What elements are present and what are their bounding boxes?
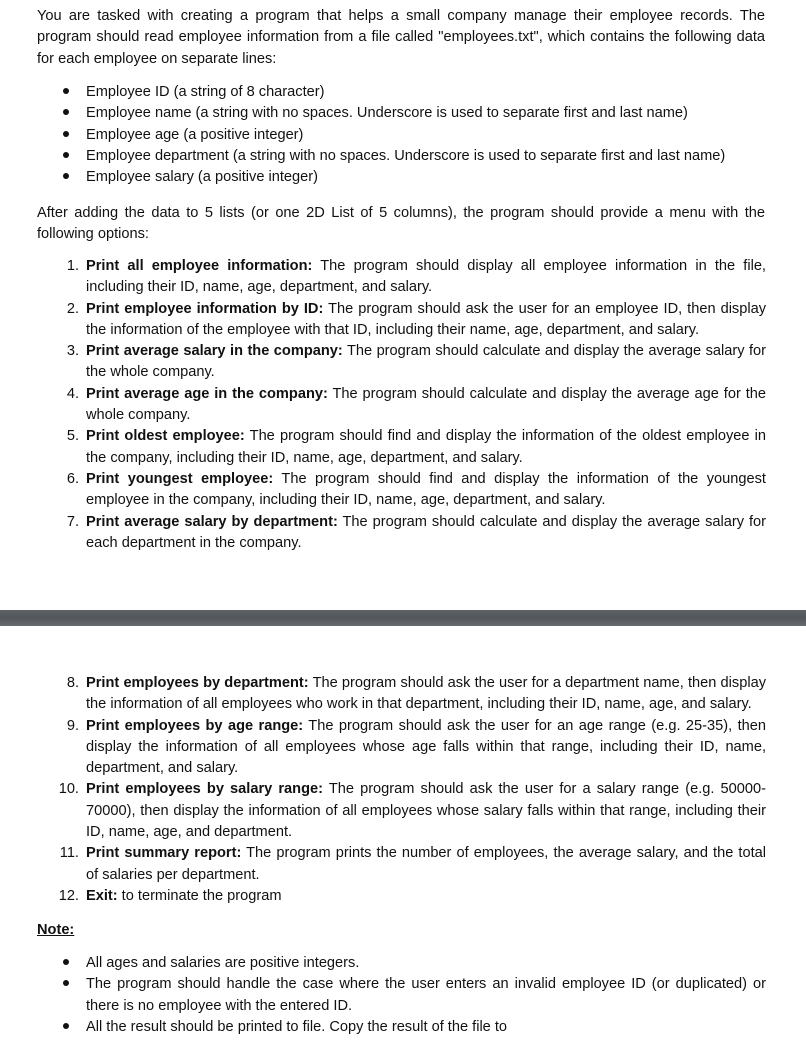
option-number: 8. <box>66 675 79 691</box>
menu-option <box>0 716 806 780</box>
note-text: The program should handle the case where the user enters an invalid employee ID (or duplicated) or there is no employee with the entered ID. <box>86 976 766 1014</box>
page-separator <box>0 610 806 626</box>
option-description: The program should calculate and display the average salary for the whole company. <box>86 343 767 381</box>
bullet-icon <box>63 959 69 965</box>
list-item <box>0 167 806 188</box>
menu-option <box>0 512 806 555</box>
menu-option <box>0 843 806 886</box>
option-title: Print oldest employee: <box>86 428 245 445</box>
option-title: Print all employee information: <box>86 258 313 274</box>
note-text: All ages and salaries are positive integers. <box>86 955 360 971</box>
note-heading: Note: <box>37 922 75 938</box>
list-item <box>0 974 806 1017</box>
field-text: Employee name (a string with no spaces. Underscore is used to separate first and last name) <box>86 105 688 122</box>
bullet-icon <box>63 980 69 986</box>
list-item <box>0 1017 806 1038</box>
option-title: Print youngest employee: <box>86 470 274 487</box>
bullet-icon <box>63 152 69 158</box>
option-description: The program should ask the user for a department name, then display the information of all employees who work in that department, including their ID, name, age, and salary. <box>86 675 766 713</box>
employee-field-list <box>0 82 806 188</box>
option-description: The program prints the number of employees, the average salary, and the total of salaries per department. <box>86 845 766 883</box>
option-title: Exit: <box>86 887 118 904</box>
note-text: All the result should be printed to file. Copy the result of the file to <box>86 1018 508 1035</box>
field-text: Employee department (a string with no spaces. Underscore is used to separate first and last name) <box>86 147 726 164</box>
option-number: 5. <box>66 428 79 445</box>
menu-option <box>0 341 806 384</box>
option-number: 9. <box>66 717 79 734</box>
field-text: Employee salary (a positive integer) <box>86 169 318 186</box>
menu-intro-paragraph: After adding the data to 5 lists (or one 2D List of 5 columns), the program should provide a menu with the following options: <box>37 205 765 243</box>
field-text: Employee ID (a string of 8 character) <box>86 84 325 100</box>
option-title: Print average salary in the company: <box>86 343 343 360</box>
bullet-icon <box>63 131 69 137</box>
list-item <box>0 103 806 124</box>
menu-option <box>0 299 806 342</box>
option-description: The program should display all employee information in the file, including their ID, name, age, department, and salary. <box>86 258 766 296</box>
option-description: The program should ask the user for a salary range (e.g. 50000-70000), then display the information of all employees whose salary falls within that range, including their ID, name, age, and department. <box>86 781 766 841</box>
bullet-icon <box>63 173 69 179</box>
list-item <box>0 82 806 103</box>
option-number: 3. <box>66 343 79 360</box>
menu-option <box>0 256 806 299</box>
field-text: Employee age (a positive integer) <box>86 126 304 143</box>
menu-option <box>0 673 806 716</box>
option-number: 1. <box>66 258 79 274</box>
list-item <box>0 125 806 146</box>
intro-paragraph: You are tasked with creating a program that helps a small company manage their employee records. The program should read employee information from a file called "employees.txt", which contains the following data for each employee on separate lines: <box>37 8 765 67</box>
list-item <box>0 953 806 974</box>
option-number: 2. <box>66 300 79 317</box>
notes-list <box>0 953 806 1038</box>
bullet-icon <box>63 88 69 94</box>
option-title: Print average salary by department: <box>86 513 338 530</box>
option-description: The program should find and display the information of the oldest employee in the company, including their ID, name, age, department, and salary. <box>86 428 767 466</box>
menu-option <box>0 779 806 843</box>
option-number: 12. <box>58 887 79 904</box>
option-description: The program should find and display the information of the youngest employee in the company, including their ID, name, age, department, and salary. <box>86 470 766 509</box>
option-title: Print employees by department: <box>86 675 309 691</box>
option-number: 6. <box>66 470 79 487</box>
menu-option <box>0 426 806 469</box>
option-title: Print employees by salary range: <box>86 781 323 798</box>
option-description: The program should calculate and display the average age for the whole company. <box>86 385 766 424</box>
menu-option <box>0 886 806 907</box>
option-title: Print average age in the company: <box>86 385 328 402</box>
option-title: Print summary report: <box>86 845 242 862</box>
menu-options-list-continued <box>0 673 806 907</box>
option-number: 10. <box>58 781 79 798</box>
option-description: to terminate the program <box>117 887 282 904</box>
option-number: 4. <box>66 385 79 402</box>
option-title: Print employees by age range: <box>86 717 304 734</box>
option-title: Print employee information by ID: <box>86 300 324 317</box>
option-description: The program should ask the user for an age range (e.g. 25-35), then display the information of all employees whose age falls within that range, including their ID, name, department, and salary. <box>86 717 766 777</box>
menu-option <box>0 469 806 512</box>
option-description: The program should calculate and display the average salary for each department in the company. <box>86 513 766 551</box>
list-item <box>0 146 806 167</box>
option-number: 7. <box>66 513 79 530</box>
option-number: 11. <box>59 845 79 862</box>
bullet-icon <box>63 1023 69 1029</box>
menu-option <box>0 384 806 427</box>
menu-options-list <box>0 256 806 554</box>
option-description: The program should ask the user for an employee ID, then display the information of the employee with that ID, including their name, age, department, and salary. <box>86 300 766 338</box>
document-page-2 <box>0 626 806 1060</box>
bullet-icon <box>63 109 69 115</box>
